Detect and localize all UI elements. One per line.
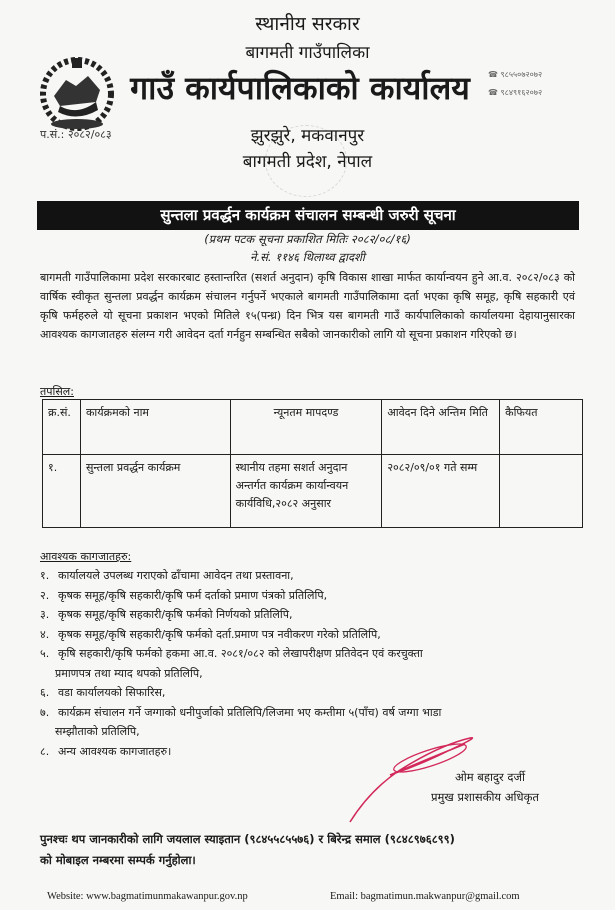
footer-email[interactable]: Email: bagmatimun.makwanpur@gmail.com xyxy=(330,891,520,902)
cell-remarks xyxy=(500,455,583,528)
list-item: ८. अन्य आवश्यक कागजातहरु। xyxy=(40,744,172,758)
col-header-minimum-criteria: न्यूनतम मापदण्ड xyxy=(230,400,382,455)
details-label: तपसिल: xyxy=(40,385,74,398)
notice-body: बागमती गाउँपालिकामा प्रदेश सरकारबाट हस्तान्तरित (सशर्त अनुदान) कृषि विकास शाखा मार्फत कार्यान्वयन हुने आ.व. २०८२/०८३ को वार्षिक स्वीकृत सुन्तला प्रवर्द्धन कार्यक्रम संचालन गर्नुपर्ने भएकाले बागमती गाउँपालिकामा दर्ता भएका कृषि समूह, कृषि सहकारी एवं कृषि फर्महरुले यो सूचना प्रकाशन भएको मितिले १५(पन्ध्र) दिन भित्र यस बागमती गाउँ कार्यपालिकाको कार्यालयमा देहायानुसारका आवश्यक कागजातहरु संलग्न गरी आवेदन दर्ता गर्नहुन सम्बन्धित सबैको जानकारीको लागि यो सूचना प्रकाशन गरिएको छ। xyxy=(40,271,575,341)
signatory-name: ओम बहादुर दर्जी xyxy=(454,770,526,784)
phone-number: ९८४९१६२०७२ xyxy=(500,88,543,97)
table-row xyxy=(43,455,583,528)
list-item: ६. वडा कार्यालयको सिफारिस, xyxy=(40,686,166,699)
notice-title: सुन्तला प्रवर्द्धन कार्यक्रम संचालन सम्बन्धी जरुरी सूचना xyxy=(37,201,579,230)
cell-minimum-criteria: स्थानीय तहमा सशर्त अनुदान अन्तर्गत कार्यक्रम कार्यान्वयन कार्यविधि,२०८२ अनुसार xyxy=(230,455,382,528)
cell-sn: १. xyxy=(43,455,81,528)
cell-program-name: सुन्तला प्रवर्द्धन कार्यक्रम xyxy=(80,455,230,528)
address-line-1: झुरझुरे, मकवानपुर xyxy=(250,126,365,146)
col-header-program-name: कार्यक्रमको नाम xyxy=(80,400,230,455)
publication-date: (प्रथम पटक सूचना प्रकाशित मितिः २०८२/०८/१६) xyxy=(204,232,411,246)
required-documents-title: आवश्यक कागजातहरु: xyxy=(40,550,132,563)
municipality-name: बागमती गाउँपालिका xyxy=(245,43,370,63)
col-header-remarks: कैफियत xyxy=(500,400,583,455)
address-line-2: बागमती प्रदेश, नेपाल xyxy=(242,152,373,172)
postscript-line-1: पुनश्चः थप जानकारीको लागि जयलाल स्याइतान (९८४५५८५५७६) र बिरेन्द्र समाल (९८४८९७६८९९) xyxy=(40,832,455,846)
phone-number: ९८५५०७२०७२ xyxy=(500,70,543,79)
phone-icon: ☎ xyxy=(488,88,498,97)
program-table xyxy=(42,399,583,528)
cell-deadline: २०८२/०९/०१ गते सम्म xyxy=(382,455,500,528)
phone-line-2 xyxy=(488,87,542,98)
reference-number: प.सं.: २०८२/०८३ xyxy=(40,128,112,141)
phone-line-1 xyxy=(488,69,542,80)
office-name: गाउँ कार्यपालिकाको कार्यालय xyxy=(130,69,470,107)
table-header-row xyxy=(43,400,583,455)
list-item: ३. कृषक समूह/कृषि सहकारी/कृषि फर्मको निर्णयको प्रतिलिपि, xyxy=(40,608,293,621)
col-header-sn: क्र.सं. xyxy=(43,400,81,455)
list-item: ५. कृषि सहकारी/कृषि फर्मको हकमा आ.व. २०८१/०८२ को लेखापरीक्षण प्रतिवेदन एवं करचुक्ता xyxy=(40,647,423,660)
nepal-sambat-date: ने.सं. ११४६ थिलाथ्व द्वादशी xyxy=(250,250,365,264)
signatory-designation: प्रमुख प्रशासकीय अधिकृत xyxy=(431,790,539,804)
list-item-continuation: सम्झौताको प्रतिलिपि, xyxy=(55,725,140,738)
local-government-label: स्थानीय सरकार xyxy=(255,13,360,35)
footer-website[interactable]: Website: www.bagmatimunmakawanpur.gov.np xyxy=(47,891,248,902)
postscript xyxy=(40,829,585,871)
list-item-continuation: प्रमाणपत्र तथा म्याद थपको प्रतिलिपि, xyxy=(55,666,203,680)
list-item: १. कार्यालयले उपलब्ध गराएको ढाँचामा आवेदन तथा प्रस्तावना, xyxy=(40,569,294,582)
phone-icon: ☎ xyxy=(488,70,498,79)
col-header-deadline: आवेदन दिने अन्तिम मिति xyxy=(382,400,500,455)
list-item: ४. कृषक समूह/कृषि सहकारी/कृषि फर्मको दर्ता.प्रमाण पत्र नवीकरण गरेको प्रतिलिपि, xyxy=(40,627,381,641)
list-item: २. कृषक समूह/कृषि सहकारी/कृषि फर्म दर्ताको प्रमाण पंत्रको प्रतिलिपि, xyxy=(40,588,328,602)
postscript-line-2: को मोबाइल नम्बरमा सम्पर्क गर्नुहोला। xyxy=(40,853,196,867)
list-item: ७. कार्यक्रम संचालन गर्ने जग्गाको धनीपुर्जाको प्रतिलिपि/लिजमा भए कम्तीमा ५(पाँच) वर्ष जग्गा भाडा xyxy=(40,705,442,719)
